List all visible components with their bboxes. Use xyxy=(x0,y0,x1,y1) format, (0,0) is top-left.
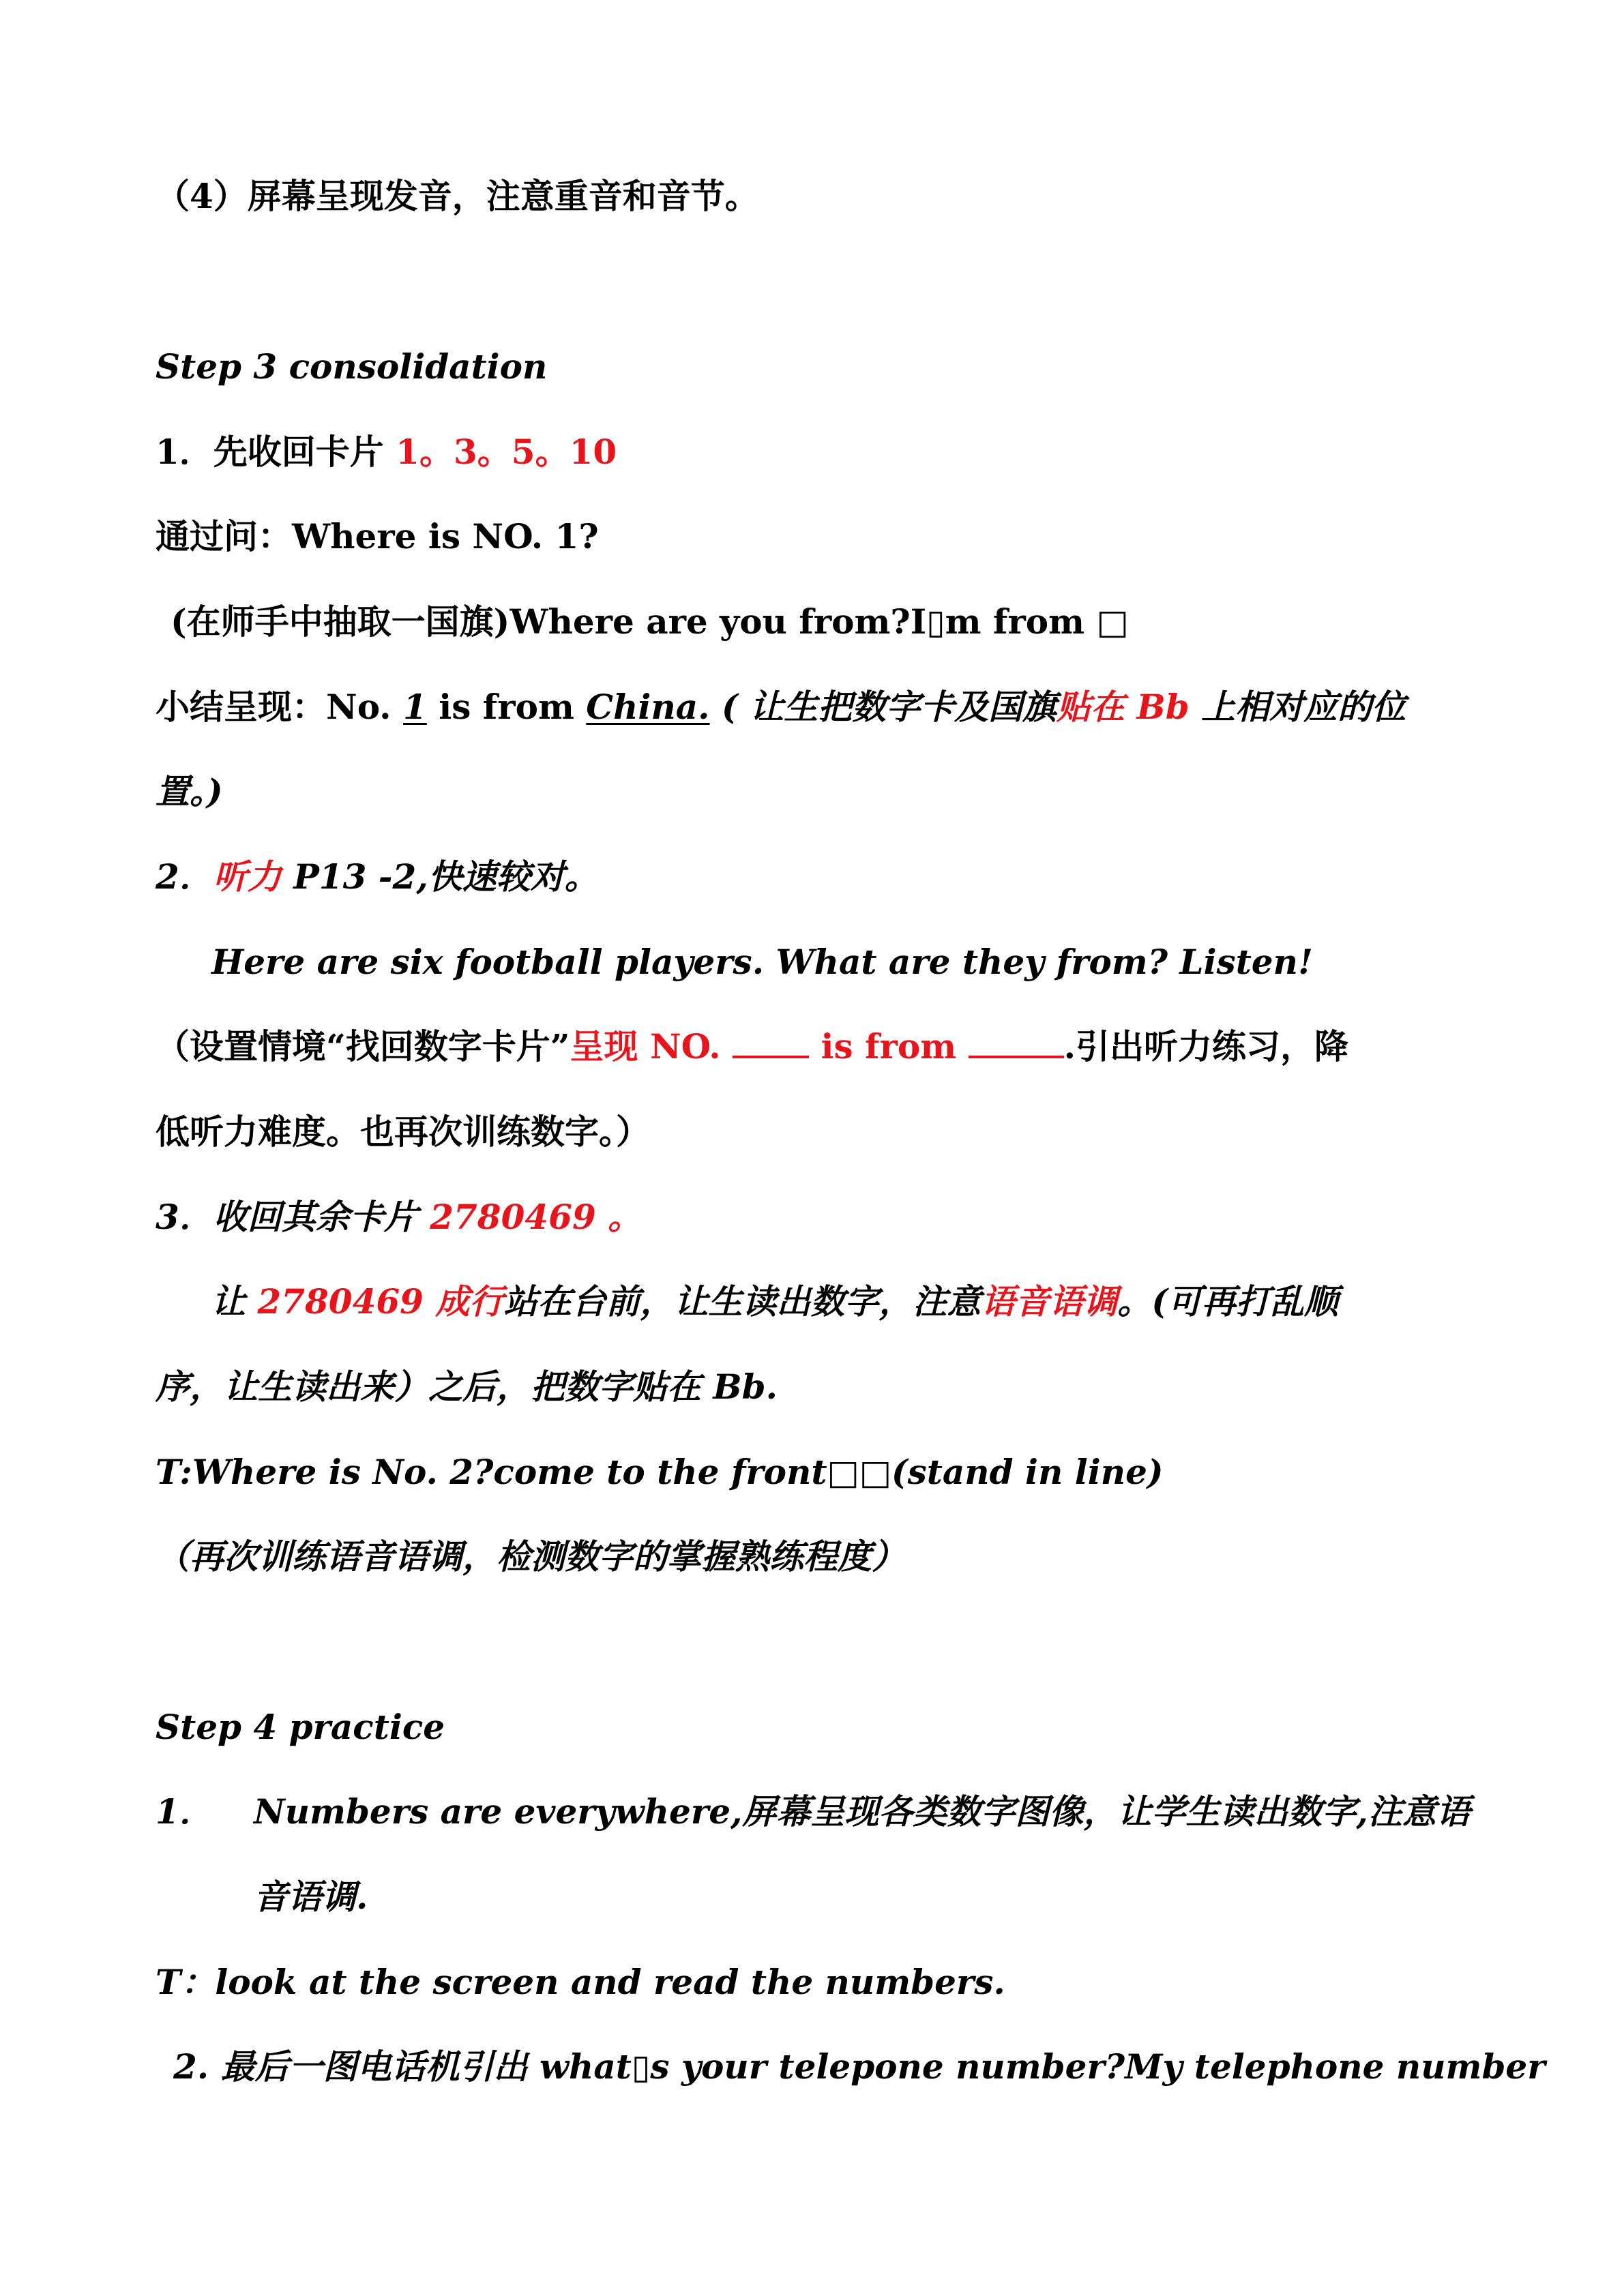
step3-heading: Step 3 consolidation xyxy=(156,346,548,387)
let-red: 2780469 成行 xyxy=(257,1281,504,1322)
summary-line xyxy=(156,687,1406,728)
order-line: 序，让生读出来）之后，把数字贴在 Bb. xyxy=(156,1367,778,1407)
teacher-line: T:Where is No. 2?come to the front□□(stand in line) xyxy=(156,1452,1164,1492)
training-note: （再次训练语音语调，检测数字的掌握熟练程度） xyxy=(156,1536,906,1577)
summary-continued: 置。) xyxy=(156,771,223,811)
step4-item1-continued: 音语调. xyxy=(254,1877,368,1917)
intonation-red: 语音语调 xyxy=(981,1281,1118,1322)
let-end: 。(可再打乱顺 xyxy=(1117,1281,1339,1322)
step4-item1 xyxy=(156,1791,1471,1832)
step4-teacher: T：look at the screen and read the numbers. xyxy=(156,1962,1005,2002)
item2-number: 2． xyxy=(156,856,213,897)
step4-item2: 2. 最后一图电话机引出 what▯s your telepone number?My telephone number xyxy=(173,2046,1546,2087)
card-numbers: 1。3。5。10 xyxy=(396,432,617,472)
setup-no: 呈现 NO. xyxy=(570,1026,733,1067)
item3-text: 3．收回其余卡片 xyxy=(156,1197,430,1237)
setup-end: .引出听力练习，降 xyxy=(1063,1026,1348,1067)
remaining-cards: 2780469 。 xyxy=(430,1197,643,1237)
step4-item1-text: Numbers are everywhere,屏幕呈现各类数字图像，让学生读出数字,注意语 xyxy=(254,1791,1471,1832)
line-up-instruction xyxy=(211,1281,1338,1322)
question-line: 通过问：Where is NO. 1? xyxy=(156,516,599,556)
blank-country xyxy=(969,1028,1064,1058)
step3-item3 xyxy=(156,1197,642,1238)
setup-continued: 低听力难度。也再次训练数字。） xyxy=(156,1112,650,1152)
summary-country: China. xyxy=(586,687,710,727)
item2-text: P13 -2,快速较对。 xyxy=(281,856,599,897)
setup-line xyxy=(156,1026,1348,1067)
listening-label: 听力 xyxy=(213,856,282,897)
let-text: 让 xyxy=(211,1281,258,1322)
summary-instruction: ( 让生把数字卡及国旗 xyxy=(709,687,1057,727)
pronunciation-note: （4）屏幕呈现发音，注意重音和音节。 xyxy=(156,176,759,216)
setup-text: （设置情境“找回数字卡片” xyxy=(156,1026,570,1067)
step3-item1 xyxy=(156,432,617,473)
listening-prompt: Here are six football players. What are they from? Listen! xyxy=(211,942,1313,982)
step4-item1-number: 1． xyxy=(156,1791,213,1832)
summary-red: 贴在 Bb xyxy=(1057,687,1190,727)
summary-end: 上相对应的位 xyxy=(1189,687,1406,727)
setup-from: is from xyxy=(809,1026,969,1067)
summary-number: 1 xyxy=(403,687,427,727)
let-mid: 站在台前，让生读出数字，注意 xyxy=(503,1281,981,1322)
step3-item2 xyxy=(156,856,599,897)
step4-heading: Step 4 practice xyxy=(156,1707,445,1747)
summary-label: 小结呈现：No. xyxy=(156,687,403,727)
blank-number xyxy=(733,1028,809,1058)
flag-line: (在师手中抽取一国旗)Where are you from?I▯m from □ xyxy=(171,601,1129,642)
summary-from: is from xyxy=(426,687,587,727)
item1-text: 1．先收回卡片 xyxy=(156,432,396,472)
